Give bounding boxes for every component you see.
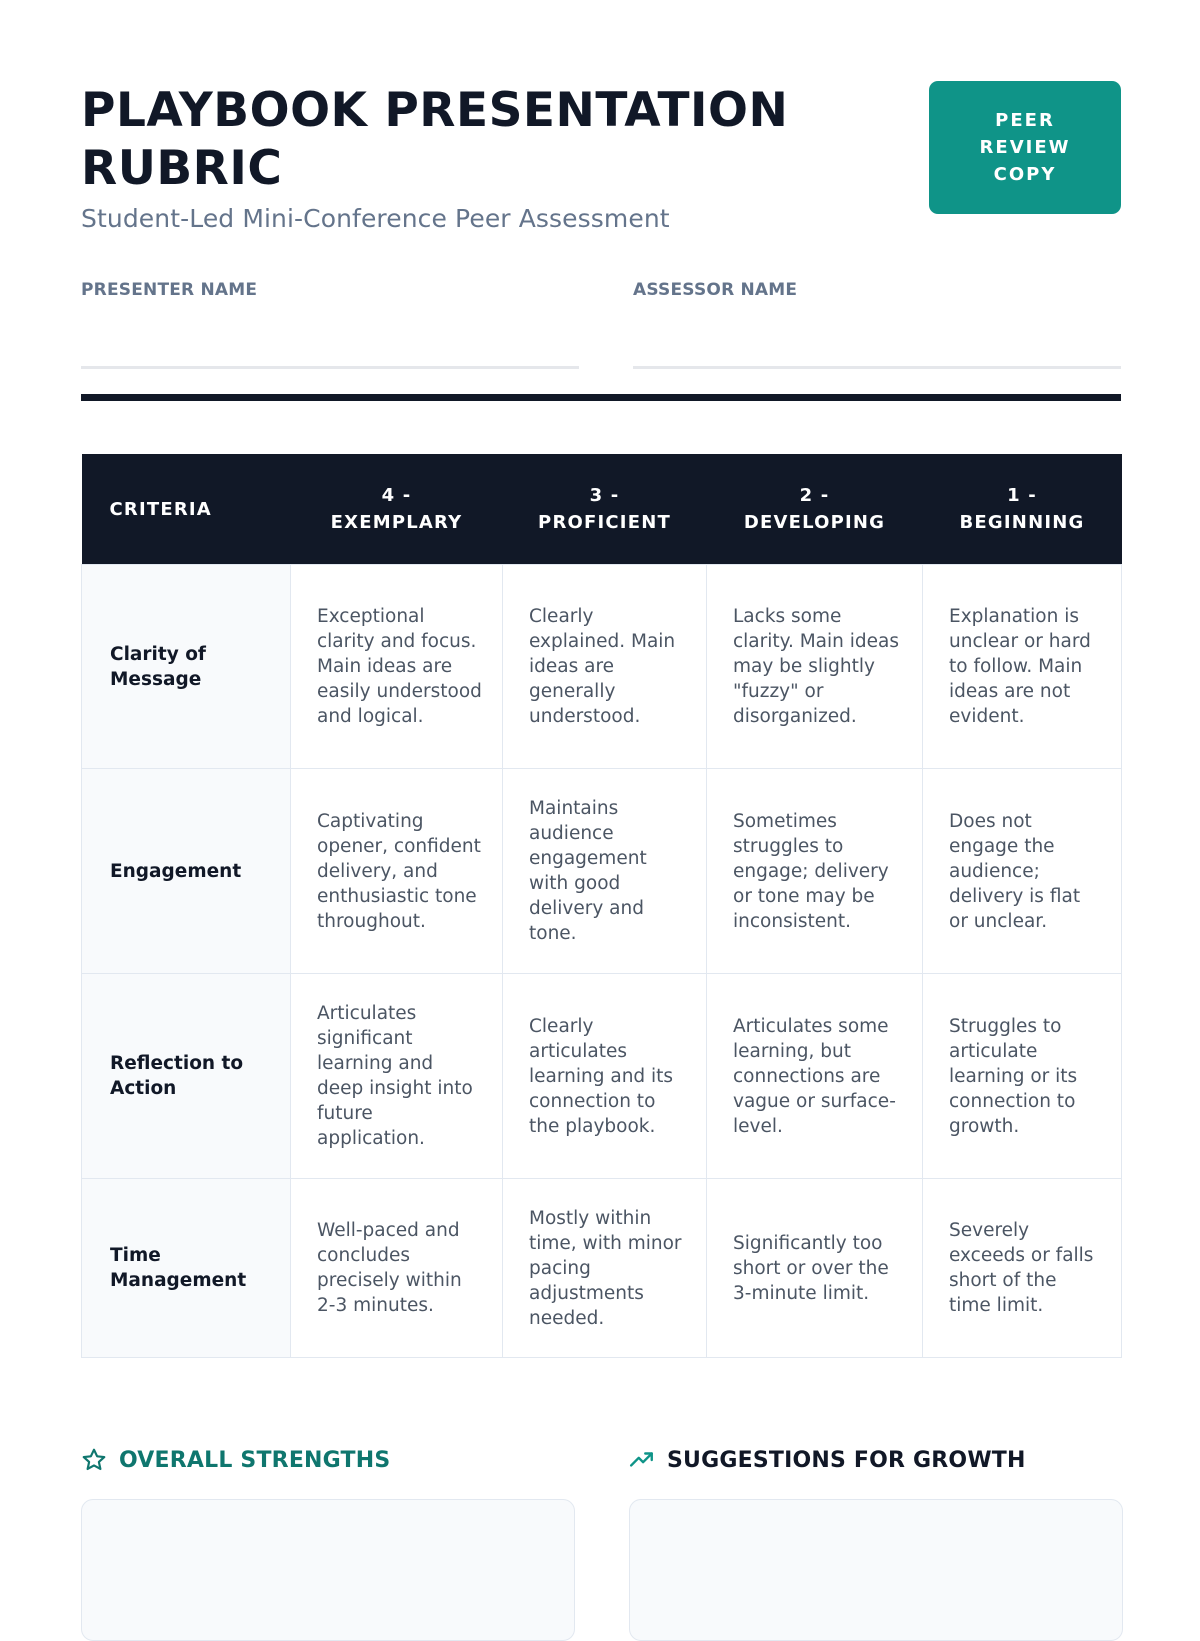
table-row <box>82 974 1122 1179</box>
score-cell-2[interactable]: Significantly too short or over the 3-minute limit. <box>707 1179 923 1358</box>
score-cell-3[interactable]: Clearly articulates learning and its connection to the playbook. <box>503 974 707 1179</box>
assessor-name-field[interactable] <box>633 280 1121 369</box>
score-cell-4[interactable]: Exceptional clarity and focus. Main ideas are easily understood and logical. <box>291 565 503 769</box>
criterion-cell: Clarity of Message <box>82 565 291 769</box>
score-cell-1[interactable]: Struggles to articulate learning or its connection to growth. <box>923 974 1122 1179</box>
table-row <box>82 1179 1122 1358</box>
presenter-name-field[interactable] <box>81 280 579 369</box>
header-proficient: 3 - PROFICIENT <box>503 454 707 565</box>
header-beginning: 1 - BEGINNING <box>923 454 1122 565</box>
strengths-section-heading <box>81 1440 390 1480</box>
table-row <box>82 769 1122 974</box>
peer-review-badge <box>929 81 1121 214</box>
assessor-name-label: ASSESSOR NAME <box>633 280 798 300</box>
score-cell-4[interactable]: Captivating opener, confident delivery, and enthusiastic tone throughout. <box>291 769 503 974</box>
criterion-cell: Reflection to Action <box>82 974 291 1179</box>
table-row <box>82 565 1122 769</box>
score-cell-4[interactable]: Well-paced and concludes precisely within 2-3 minutes. <box>291 1179 503 1358</box>
score-cell-3[interactable]: Mostly within time, with minor pacing adjustments needed. <box>503 1179 707 1358</box>
score-cell-1[interactable]: Explanation is unclear or hard to follow. Main ideas are not evident. <box>923 565 1122 769</box>
score-cell-1[interactable]: Severely exceeds or falls short of the time limit. <box>923 1179 1122 1358</box>
star-icon <box>81 1447 107 1473</box>
criterion-cell: Time Management <box>82 1179 291 1358</box>
score-cell-1[interactable]: Does not engage the audience; delivery is flat or unclear. <box>923 769 1122 974</box>
header-developing: 2 - DEVELOPING <box>707 454 923 565</box>
page-subtitle: Student-Led Mini-Conference Peer Assessment <box>81 204 670 233</box>
score-cell-2[interactable]: Articulates some learning, but connections are vague or surface-level. <box>707 974 923 1179</box>
rubric-page <box>81 0 1121 1473</box>
trending-up-icon <box>629 1447 655 1473</box>
growth-textarea[interactable] <box>629 1499 1123 1641</box>
name-fields <box>81 280 1121 370</box>
score-cell-3[interactable]: Clearly explained. Main ideas are generally understood. <box>503 565 707 769</box>
page-title: PLAYBOOK PRESENTATION RUBRIC <box>81 83 789 196</box>
strengths-textarea[interactable] <box>81 1499 575 1641</box>
badge-line-1: PEER <box>995 110 1055 131</box>
header-exemplary: 4 - EXEMPLARY <box>291 454 503 565</box>
score-cell-2[interactable]: Lacks some clarity. Main ideas may be slightly "fuzzy" or disorganized. <box>707 565 923 769</box>
score-cell-4[interactable]: Articulates significant learning and deep insight into future application. <box>291 974 503 1179</box>
header <box>81 0 1121 250</box>
header-criteria: CRITERIA <box>82 454 291 565</box>
badge-line-2: REVIEW <box>979 137 1071 158</box>
criterion-cell: Engagement <box>82 769 291 974</box>
badge-line-3: COPY <box>993 164 1057 185</box>
growth-section-heading <box>629 1440 1026 1480</box>
score-cell-3[interactable]: Maintains audience engagement with good delivery and tone. <box>503 769 707 974</box>
header-divider <box>81 394 1121 401</box>
growth-title: SUGGESTIONS FOR GROWTH <box>667 1447 1026 1473</box>
rubric-header-row <box>82 454 1122 565</box>
strengths-title: OVERALL STRENGTHS <box>119 1447 391 1473</box>
score-cell-2[interactable]: Sometimes struggles to engage; delivery or tone may be inconsistent. <box>707 769 923 974</box>
presenter-name-label: PRESENTER NAME <box>81 280 258 300</box>
rubric-table <box>81 454 1122 1358</box>
